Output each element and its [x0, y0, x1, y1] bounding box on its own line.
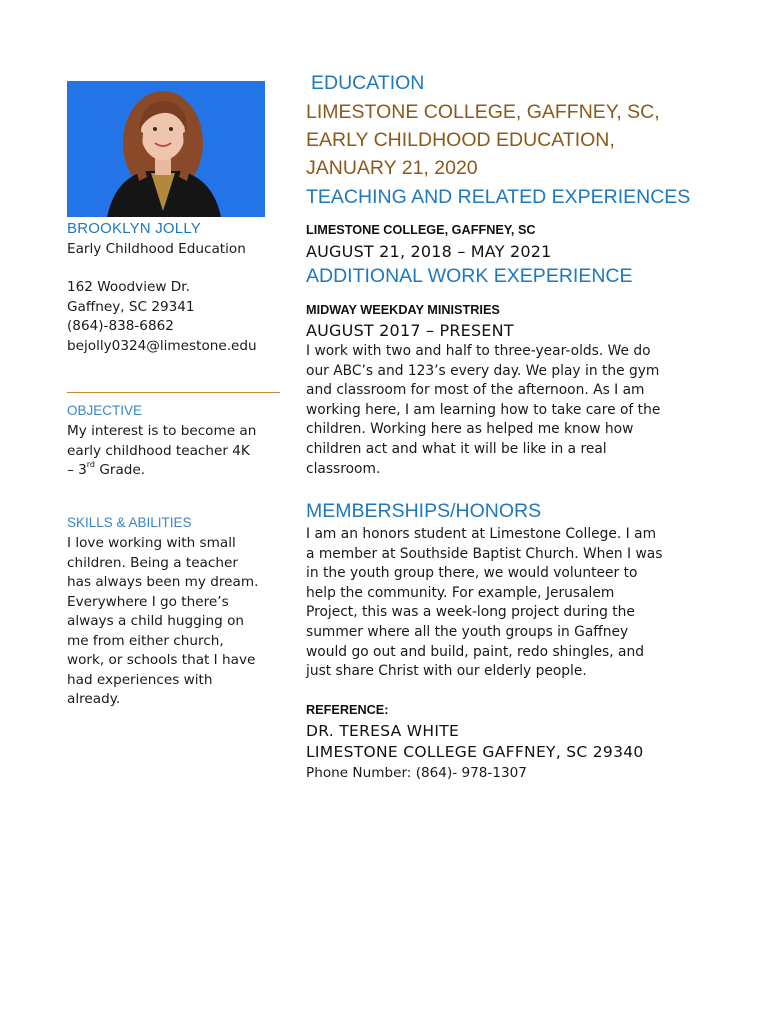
skills-line: had experiences with: [67, 671, 213, 688]
memberships-line: just share Christ with our elderly people.: [306, 663, 587, 680]
objective-grade-sup: rd: [86, 460, 96, 470]
memberships-line: a member at Southside Baptist Church. When I was: [306, 545, 663, 562]
section-divider: [67, 392, 280, 393]
skills-line: Everywhere I go there’s: [67, 593, 229, 610]
skills-text: [67, 534, 258, 710]
address-city: Gaffney, SC 29341: [67, 298, 195, 315]
teaching-org: LIMESTONE COLLEGE, GAFFNEY, SC: [306, 223, 536, 237]
memberships-line: I am an honors student at Limestone College. I am: [306, 526, 657, 542]
teaching-heading: TEACHING AND RELATED EXPERIENCES: [306, 186, 691, 208]
skills-line: children. Being a teacher: [67, 554, 238, 571]
contact-block: [67, 278, 257, 356]
email-address: bejolly0324@limestone.edu: [67, 337, 257, 354]
work-heading: ADDITIONAL WORK EXEPERIENCE: [306, 265, 633, 287]
education-heading: EDUCATION: [311, 72, 425, 94]
memberships-line: summer where all the youth groups in Gaffney: [306, 623, 629, 640]
objective-grade-suffix: Grade.: [95, 462, 146, 478]
education-school: LIMESTONE COLLEGE, GAFFNEY, SC,: [306, 101, 660, 123]
objective-line: [67, 461, 256, 481]
skills-line: has always been my dream.: [67, 574, 259, 590]
phone-number: (864)-838-6862: [67, 318, 174, 334]
memberships-line: would go out and build, paint, redo shingles, and: [306, 643, 644, 660]
address-street: 162 Woodview Dr.: [67, 279, 190, 295]
reference-org: LIMESTONE COLLEGE GAFFNEY, SC 29340: [306, 743, 644, 761]
reference-label: REFERENCE:: [306, 703, 389, 717]
work-org: MIDWAY WEEKDAY MINISTRIES: [306, 303, 500, 317]
objective-heading: OBJECTIVE: [67, 403, 143, 418]
skills-heading: SKILLS & ABILITIES: [67, 515, 192, 530]
objective-text: [67, 422, 256, 481]
memberships-line: in the youth group there, we would volunteer to: [306, 565, 638, 582]
work-line: and classroom for most of the afternoon. As I am: [306, 382, 645, 399]
objective-line: My interest is to become an: [67, 423, 257, 439]
skills-line: always a child hugging on: [67, 613, 245, 629]
memberships-line: Project, this was a week-long project during the: [306, 604, 635, 621]
work-line: working here, I am learning how to take care of the: [306, 401, 661, 418]
reference-name: DR. TERESA WHITE: [306, 722, 460, 740]
skills-line: already.: [67, 691, 121, 707]
education-date: JANUARY 21, 2020: [306, 157, 478, 179]
objective-grade-prefix: – 3: [67, 462, 87, 478]
work-line: I work with two and half to three-year-olds. We do: [306, 343, 651, 359]
skills-line: I love working with small: [67, 535, 236, 551]
memberships-line: help the community. For example, Jerusalem: [306, 584, 615, 601]
work-line: classroom.: [306, 460, 381, 477]
objective-line: early childhood teacher 4K: [67, 442, 250, 459]
work-line: our ABC’s and 123’s every day. We play in the gym: [306, 362, 660, 379]
skills-line: me from either church,: [67, 632, 224, 649]
reference-phone: Phone Number: (864)- 978-1307: [306, 765, 527, 781]
work-description: [306, 342, 660, 479]
work-dates: AUGUST 2017 – PRESENT: [306, 321, 514, 340]
memberships-description: [306, 525, 662, 682]
teaching-dates: AUGUST 21, 2018 – MAY 2021: [306, 242, 552, 261]
memberships-heading: MEMBERSHIPS/HONORS: [306, 500, 542, 522]
skills-line: work, or schools that I have: [67, 652, 256, 668]
candidate-name: BROOKLYN JOLLY: [67, 220, 201, 237]
work-line: children. Working here as helped me know how: [306, 421, 634, 438]
education-program: EARLY CHILDHOOD EDUCATION,: [306, 129, 615, 151]
work-line: children act and what it will be like in a real: [306, 440, 607, 457]
candidate-subtitle: Early Childhood Education: [67, 241, 246, 257]
profile-photo: [67, 81, 265, 217]
